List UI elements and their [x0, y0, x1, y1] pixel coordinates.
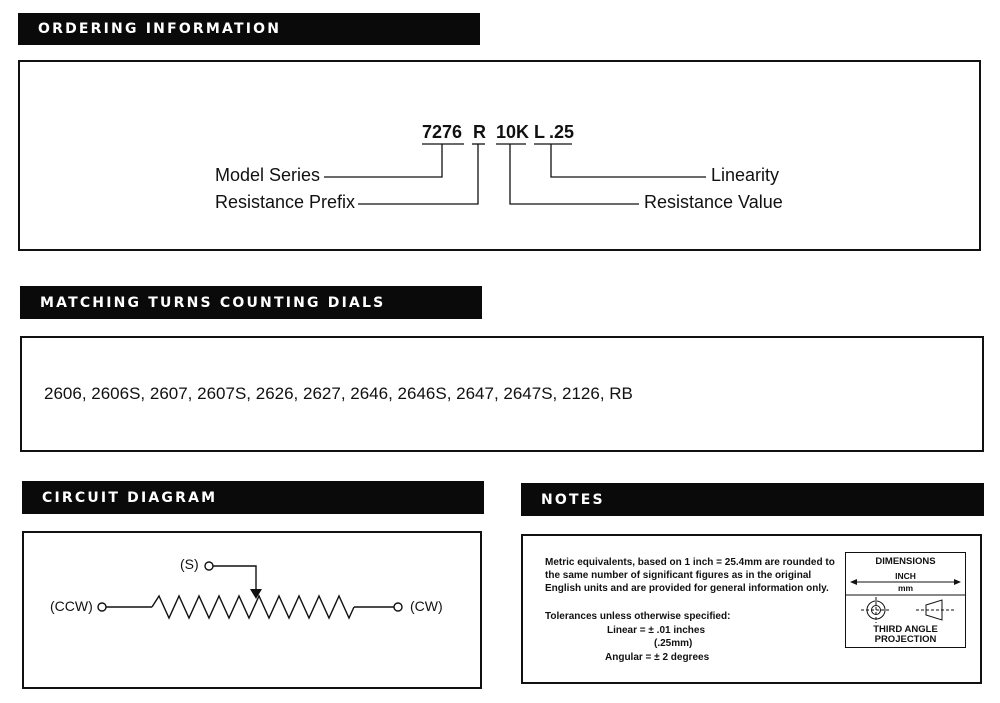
circuit-header: CIRCUIT DIAGRAM	[22, 481, 484, 514]
dimensions-box	[845, 552, 966, 648]
projection-symbol	[846, 553, 965, 647]
tolerance-linear: Linear = ± .01 inches	[607, 625, 706, 636]
dials-panel	[20, 336, 984, 452]
metric-note	[545, 556, 835, 595]
metric-note-line-3: English units and are provided for general information only.	[545, 583, 829, 594]
wiper-label: (S)	[180, 556, 199, 572]
dials-header: MATCHING TURNS COUNTING DIALS	[20, 286, 482, 319]
dimensions-inch: INCH	[895, 571, 916, 581]
dimensions-title: DIMENSIONS	[875, 556, 936, 567]
cw-label: (CW)	[410, 598, 443, 614]
ordering-panel	[18, 60, 981, 251]
code-lin-value: .25	[549, 122, 575, 142]
potentiometer-symbol	[24, 533, 480, 687]
notes-header: NOTES	[521, 483, 984, 516]
label-linearity: Linearity	[711, 165, 780, 185]
dimensions-mm: mm	[897, 583, 914, 593]
ordering-leader-lines	[20, 62, 979, 249]
code-value: 10K	[496, 122, 530, 142]
tolerance-linear-mm: (.25mm)	[654, 638, 693, 649]
code-series: 7276	[422, 122, 463, 142]
projection-line-1: THIRD ANGLE	[873, 624, 938, 635]
label-resistance-value: Resistance Value	[644, 192, 783, 212]
label-resistance-prefix: Resistance Prefix	[215, 192, 356, 212]
metric-note-line-2: the same number of significant figures as in the original	[545, 570, 812, 581]
tolerance-angular: Angular = ± 2 degrees	[605, 652, 710, 663]
code-lin-prefix: L	[534, 122, 545, 142]
dials-list: 2606, 2606S, 2607, 2607S, 2626, 2627, 2646, 2646S, 2647, 2647S, 2126, RB	[44, 384, 633, 403]
ordering-header: ORDERING INFORMATION	[18, 13, 480, 45]
notes-panel	[521, 534, 982, 684]
projection-line-2: PROJECTION	[874, 634, 937, 645]
ccw-label: (CCW)	[50, 598, 93, 614]
tolerances-title: Tolerances unless otherwise specified:	[545, 611, 731, 622]
metric-note-line-1: Metric equivalents, based on 1 inch = 25.4mm are rounded to	[545, 557, 835, 568]
label-model-series: Model Series	[215, 165, 321, 185]
circuit-panel	[22, 531, 482, 689]
code-prefix: R	[473, 122, 486, 142]
